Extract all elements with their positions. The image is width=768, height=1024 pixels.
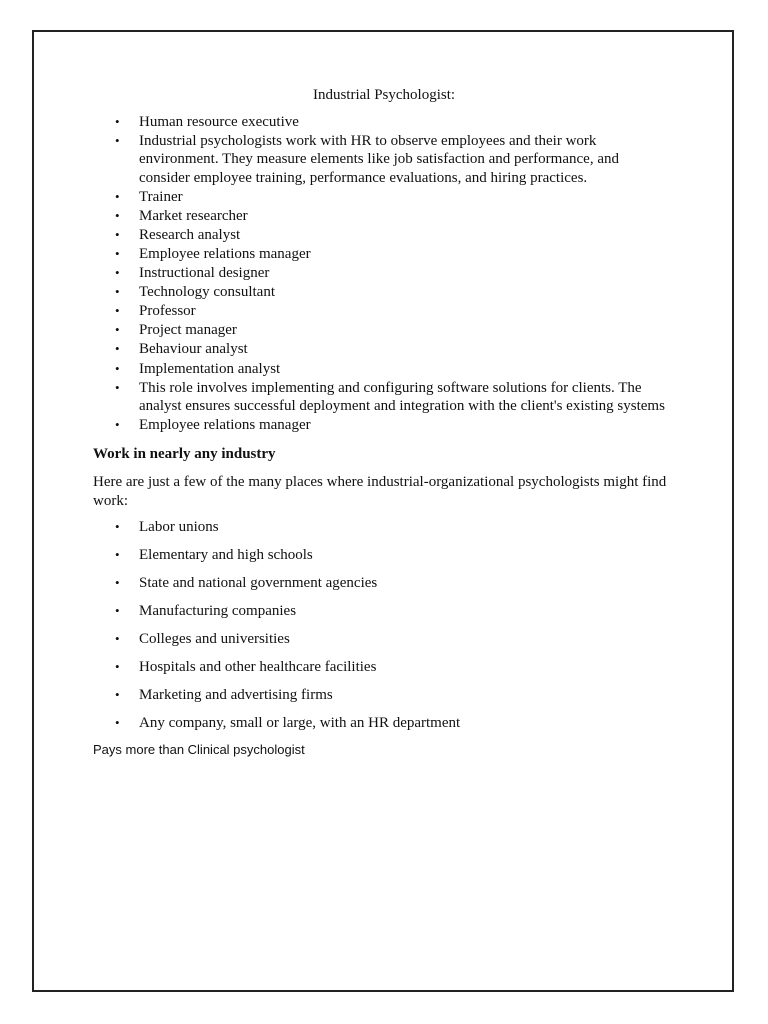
list-item: • This role involves implementing and configuring software solutions for clients. The analyst ensures successful deployment and integration with the client's existing systems [115, 379, 665, 415]
bullet-icon: • [115, 547, 120, 563]
document-title: Industrial Psychologist: [312, 87, 456, 103]
list-item: • Marketing and advertising firms [115, 687, 333, 704]
bullet-icon: • [115, 265, 120, 281]
list-item: • Employee relations manager [115, 245, 311, 262]
bullet-icon: • [115, 245, 120, 261]
footer-note: Pays more than Clinical psychologist [93, 742, 305, 758]
list-item: • Manufacturing companies [115, 603, 297, 620]
list-item: • Employee relations manager [115, 417, 311, 434]
list-item: • Industrial psychologists work with HR to observe employees and their work environment. They measure elements like job satisfaction and performance, and consider employee training, performance evaluations, and hiring practices. [115, 132, 619, 186]
bullet-icon: • [115, 303, 120, 319]
bullet-icon: • [115, 603, 120, 619]
bullet-icon: • [115, 379, 120, 395]
workplaces-list [93, 518, 673, 733]
list-item: • Human resource executive [115, 113, 299, 130]
list-item: • Implementation analyst [115, 360, 281, 377]
bullet-icon: • [115, 417, 120, 433]
list-item: • Hospitals and other healthcare facilities [115, 659, 377, 676]
list-item: • Research analyst [115, 226, 241, 243]
bullet-icon: • [115, 715, 120, 731]
bullet-icon: • [115, 113, 120, 129]
list-item: • Project manager [115, 322, 237, 339]
bullet-icon: • [115, 631, 120, 647]
intro-paragraph: Here are just a few of the many places where industrial-organizational psychologists might find work: [93, 474, 667, 509]
list-item: • Professor [115, 303, 196, 320]
bullet-icon: • [115, 659, 120, 675]
list-item: • Elementary and high schools [115, 547, 313, 564]
bullet-icon: • [115, 575, 120, 591]
bullet-icon: • [115, 687, 120, 703]
bullet-icon: • [115, 519, 120, 535]
list-item: • State and national government agencies [115, 575, 378, 592]
bullet-icon: • [115, 132, 120, 148]
bullet-icon: • [115, 322, 120, 338]
list-item: • Instructional designer [115, 265, 270, 282]
section-heading: Work in nearly any industry [93, 445, 276, 462]
list-item: • Any company, small or large, with an HR department [115, 715, 461, 732]
list-item: • Behaviour analyst [115, 341, 248, 358]
bullet-icon: • [115, 341, 120, 357]
list-item: • Colleges and universities [115, 631, 290, 648]
bullet-icon: • [115, 188, 120, 204]
roles-list [93, 113, 673, 435]
bullet-icon: • [115, 360, 120, 376]
list-item: • Market researcher [115, 207, 248, 224]
list-item: • Technology consultant [115, 284, 276, 301]
bullet-icon: • [115, 207, 120, 223]
document-body [93, 86, 673, 773]
bullet-icon: • [115, 226, 120, 242]
bullet-icon: • [115, 284, 120, 300]
list-item: • Trainer [115, 188, 183, 205]
list-item: • Labor unions [115, 519, 219, 536]
